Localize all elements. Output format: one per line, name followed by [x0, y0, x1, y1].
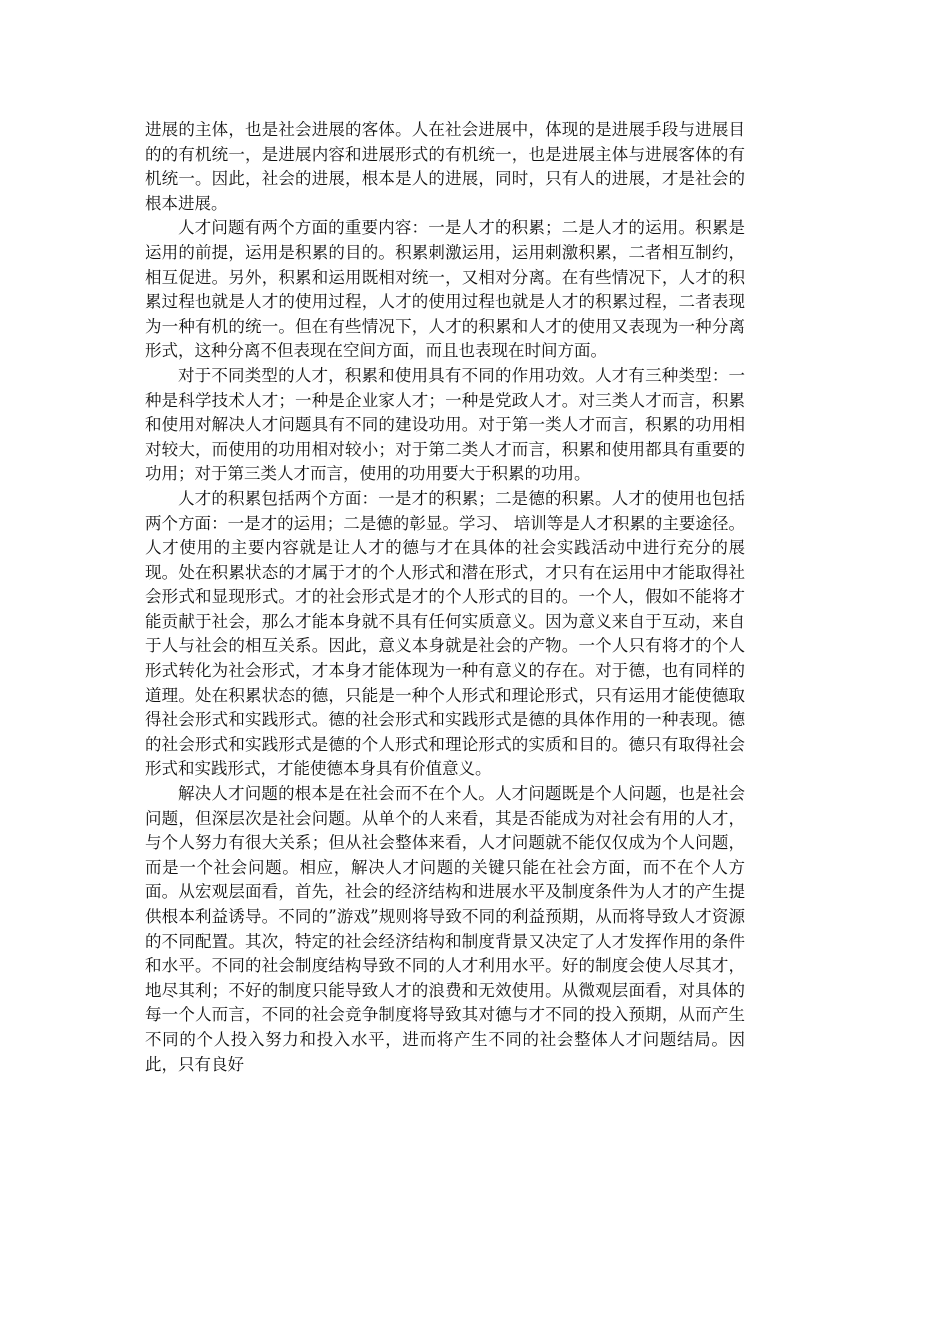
paragraph-5: 解决人才问题的根本是在社会而不在个人。人才问题既是个人问题，也是社会问题，但深层次是社会问题。从单个的人来看，其是否能成为对社会有用的人才，与个人努力有很大关系；但从社会整体来看，人才问题就不能仅仅成为个人问题，而是一个社会问题。相应，解决人才问题的关键只能在社会方面，而不在个人方面。从宏观层面看，首先，社会的经济结构和进展水平及制度条件为人才的产生提供根本利益诱导。不同的”游戏”规则将导致不同的利益预期，从而将导致人才资源的不同配置。其次，特定的社会经济结构和制度背景又决定了人才发挥作用的条件和水平。不同的社会制度结构导致不同的人才利用水平。好的制度会使人尽其才，地尽其利；不好的制度只能导致人才的浪费和无效使用。从微观层面看，对具体的每一个人而言，不同的社会竞争制度将导致其对德与才不同的投入预期，从而产生不同的个人投入努力和投入水平，进而将产生不同的社会整体人才问题结局。因此，只有良好 — [145, 784, 745, 1074]
paragraph-2: 人才问题有两个方面的重要内容：一是人才的积累；二是人才的运用。积累是运用的前提，运用是积累的目的。积累刺激运用，运用刺激积累，二者相互制约，相互促进。另外，积累和运用既相对统一，又相对分离。在有些情况下，人才的积累过程也就是人才的使用过程，人才的使用过程也就是人才的积累过程，二者表现为一种有机的统一。但在有些情况下，人才的积累和人才的使用又表现为一种分离形式，这种分离不但表现在空间方面，而且也表现在时间方面。 — [145, 218, 745, 361]
paragraph-3: 对于不同类型的人才，积累和使用具有不同的作用功效。人才有三种类型：一种是科学技术人才；一种是企业家人才；一种是党政人才。对三类人才而言，积累和使用对解决人才问题具有不同的建设功用。对于第一类人才而言，积累的功用相对较大，而使用的功用相对较小；对于第二类人才而言，积累和使用都具有重要的功用；对于第三类人才而言，使用的功用要大于积累的功用。 — [145, 365, 745, 484]
paragraph-1: 进展的主体，也是社会进展的客体。人在社会进展中，体现的是进展手段与进展目的的有机统一，是进展内容和进展形式的有机统一，也是进展主体与进展客体的有机统一。因此，社会的进展，根本是人的进展，同时，只有人的进展，才是社会的根本进展。 — [145, 120, 745, 213]
paragraph-4: 人才的积累包括两个方面：一是才的积累；二是德的积累。人才的使用也包括两个方面：一是才的运用；二是德的彰显。学习、 培训等是人才积累的主要途径。人才使用的主要内容就是让人才的德与才在具体的社会实践活动中进行充分的展现。处在积累状态的才属于才的个人形式和潜在形式，才只有在运用中才能取得社会形式和显现形式。才的社会形式是才的个人形式的目的。一个人，假如不能将才能贡献于社会，那么才能本身就不具有任何实质意义。因为意义来自于互动，来自于人与社会的相互关系。因此，意义本身就是社会的产物。一个人只有将才的个人形式转化为社会形式，才本身才能体现为一种有意义的存在。对于德，也有同样的道理。处在积累状态的德，只能是一种个人形式和理论形式，只有运用才能使德取得社会形式和实践形式。德的社会形式和实践形式是德的具体作用的一种表现。德的社会形式和实践形式是德的个人形式和理论形式的实质和目的。德只有取得社会形式和实践形式，才能使德本身具有价值意义。 — [145, 488, 745, 779]
body-text — [145, 118, 745, 1077]
